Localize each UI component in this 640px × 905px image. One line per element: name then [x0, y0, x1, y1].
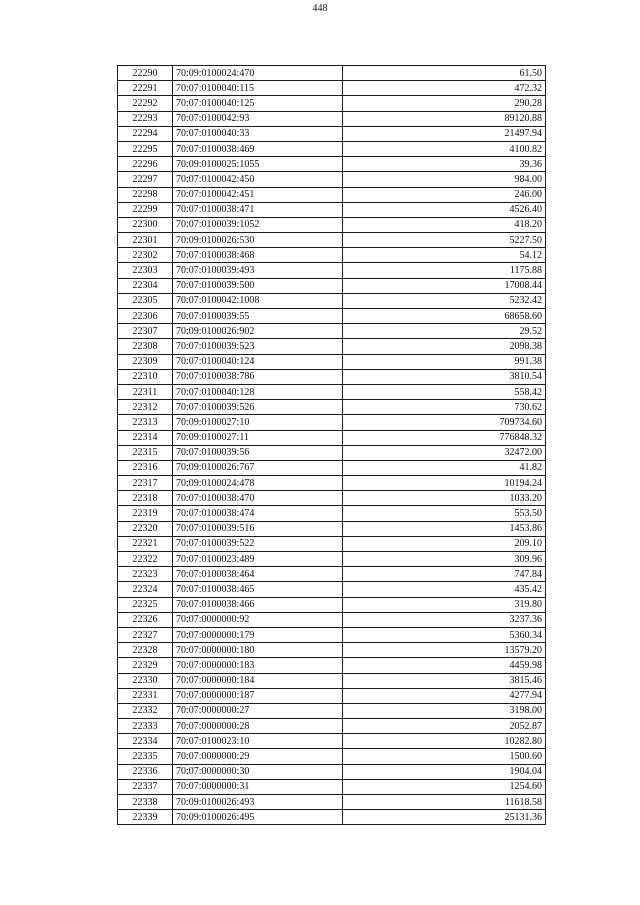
row-number-cell: 22315	[118, 445, 173, 460]
value-cell: 290.28	[343, 96, 546, 111]
table-row	[118, 81, 546, 96]
row-number-cell: 22302	[118, 248, 173, 263]
cadastral-number-cell: 70:07:0100042:93	[173, 111, 343, 126]
value-cell: 29.52	[343, 324, 546, 339]
value-cell: 89120.88	[343, 111, 546, 126]
value-cell: 25131.36	[343, 810, 546, 825]
cadastral-number-cell: 70:07:0000000:187	[173, 688, 343, 703]
table-row	[118, 96, 546, 111]
table-row	[118, 324, 546, 339]
value-cell: 1453.86	[343, 521, 546, 536]
table-row	[118, 552, 546, 567]
table-row	[118, 779, 546, 794]
table-row	[118, 734, 546, 749]
row-number-cell: 22324	[118, 582, 173, 597]
value-cell: 730.62	[343, 400, 546, 415]
value-cell: 5360.34	[343, 627, 546, 642]
value-cell: 2098.38	[343, 339, 546, 354]
table-row	[118, 506, 546, 521]
row-number-cell: 22312	[118, 400, 173, 415]
cadastral-number-cell: 70:07:0100039:516	[173, 521, 343, 536]
value-cell: 1033.20	[343, 491, 546, 506]
row-number-cell: 22290	[118, 66, 173, 81]
row-number-cell: 22299	[118, 202, 173, 217]
table-row	[118, 157, 546, 172]
value-cell: 209.10	[343, 536, 546, 551]
cadastral-number-cell: 70:09:0100025:1055	[173, 157, 343, 172]
table-row	[118, 810, 546, 825]
cadastral-number-cell: 70:07:0100040:33	[173, 126, 343, 141]
row-number-cell: 22329	[118, 658, 173, 673]
row-number-cell: 22334	[118, 734, 173, 749]
cadastral-number-cell: 70:07:0000000:28	[173, 719, 343, 734]
row-number-cell: 22339	[118, 810, 173, 825]
value-cell: 5227.50	[343, 233, 546, 248]
value-cell: 309.96	[343, 552, 546, 567]
table-row	[118, 673, 546, 688]
value-cell: 776848.32	[343, 430, 546, 445]
value-cell: 39.36	[343, 157, 546, 172]
cadastral-number-cell: 70:07:0100039:55	[173, 309, 343, 324]
cadastral-number-cell: 70:09:0100026:495	[173, 810, 343, 825]
row-number-cell: 22335	[118, 749, 173, 764]
table-row	[118, 536, 546, 551]
row-number-cell: 22293	[118, 111, 173, 126]
cadastral-number-cell: 70:07:0100040:115	[173, 81, 343, 96]
table-row	[118, 278, 546, 293]
cadastral-number-cell: 70:07:0100038:464	[173, 567, 343, 582]
row-number-cell: 22325	[118, 597, 173, 612]
cadastral-number-cell: 70:07:0100038:474	[173, 506, 343, 521]
row-number-cell: 22306	[118, 309, 173, 324]
table-row	[118, 460, 546, 475]
row-number-cell: 22308	[118, 339, 173, 354]
value-cell: 3815.46	[343, 673, 546, 688]
cadastral-number-cell: 70:07:0000000:29	[173, 749, 343, 764]
value-cell: 4100.82	[343, 141, 546, 156]
cadastral-number-cell: 70:07:0000000:27	[173, 703, 343, 718]
cadastral-number-cell: 70:07:0100038:465	[173, 582, 343, 597]
cadastral-number-cell: 70:09:0100027:11	[173, 430, 343, 445]
cadastral-number-cell: 70:07:0000000:184	[173, 673, 343, 688]
cadastral-number-cell: 70:07:0100023:489	[173, 552, 343, 567]
cadastral-number-cell: 70:07:0100039:1052	[173, 217, 343, 232]
row-number-cell: 22320	[118, 521, 173, 536]
table-row	[118, 597, 546, 612]
cadastral-number-cell: 70:09:0100026:530	[173, 233, 343, 248]
table-row	[118, 719, 546, 734]
row-number-cell: 22296	[118, 157, 173, 172]
value-cell: 68658.60	[343, 309, 546, 324]
cadastral-number-cell: 70:07:0100039:500	[173, 278, 343, 293]
value-cell: 984.00	[343, 172, 546, 187]
table-row	[118, 521, 546, 536]
row-number-cell: 22317	[118, 476, 173, 491]
table-row	[118, 354, 546, 369]
row-number-cell: 22330	[118, 673, 173, 688]
table-row	[118, 476, 546, 491]
row-number-cell: 22309	[118, 354, 173, 369]
value-cell: 246.00	[343, 187, 546, 202]
table-row	[118, 369, 546, 384]
cadastral-number-cell: 70:07:0100042:451	[173, 187, 343, 202]
row-number-cell: 22322	[118, 552, 173, 567]
value-cell: 4459.98	[343, 658, 546, 673]
row-number-cell: 22294	[118, 126, 173, 141]
cadastral-number-cell: 70:07:0100038:468	[173, 248, 343, 263]
row-number-cell: 22301	[118, 233, 173, 248]
cadastral-number-cell: 70:07:0100040:128	[173, 384, 343, 399]
value-cell: 418.20	[343, 217, 546, 232]
value-cell: 61.50	[343, 66, 546, 81]
table-row	[118, 141, 546, 156]
cadastral-number-cell: 70:09:0100026:767	[173, 460, 343, 475]
row-number-cell: 22295	[118, 141, 173, 156]
value-cell: 10282.80	[343, 734, 546, 749]
table-row	[118, 187, 546, 202]
page-number: 448	[312, 3, 328, 14]
cadastral-number-cell: 70:07:0100023:10	[173, 734, 343, 749]
cadastral-number-cell: 70:09:0100026:493	[173, 795, 343, 810]
cadastral-number-cell: 70:07:0000000:180	[173, 643, 343, 658]
value-cell: 4277.94	[343, 688, 546, 703]
table-row	[118, 582, 546, 597]
table-row	[118, 293, 546, 308]
row-number-cell: 22332	[118, 703, 173, 718]
cadastral-number-cell: 70:07:0100039:56	[173, 445, 343, 460]
value-cell: 319.80	[343, 597, 546, 612]
cadastral-number-cell: 70:09:0100024:478	[173, 476, 343, 491]
row-number-cell: 22333	[118, 719, 173, 734]
value-cell: 1254.60	[343, 779, 546, 794]
row-number-cell: 22298	[118, 187, 173, 202]
row-number-cell: 22327	[118, 627, 173, 642]
value-cell: 3198.00	[343, 703, 546, 718]
value-cell: 21497.94	[343, 126, 546, 141]
table-row	[118, 627, 546, 642]
table-row	[118, 658, 546, 673]
table-row	[118, 66, 546, 81]
row-number-cell: 22311	[118, 384, 173, 399]
cadastral-number-cell: 70:07:0100039:493	[173, 263, 343, 278]
value-cell: 747.84	[343, 567, 546, 582]
table-row	[118, 233, 546, 248]
row-number-cell: 22331	[118, 688, 173, 703]
row-number-cell: 22321	[118, 536, 173, 551]
cadastral-number-cell: 70:07:0100040:125	[173, 96, 343, 111]
table-row	[118, 430, 546, 445]
table-row	[118, 795, 546, 810]
cadastral-number-cell: 70:07:0000000:31	[173, 779, 343, 794]
table-row	[118, 491, 546, 506]
row-number-cell: 22326	[118, 612, 173, 627]
table-row	[118, 688, 546, 703]
table-row	[118, 172, 546, 187]
cadastral-number-cell: 70:07:0000000:30	[173, 764, 343, 779]
value-cell: 558.42	[343, 384, 546, 399]
cadastral-number-cell: 70:07:0000000:179	[173, 627, 343, 642]
table-row	[118, 309, 546, 324]
row-number-cell: 22313	[118, 415, 173, 430]
cadastral-number-cell: 70:09:0100026:902	[173, 324, 343, 339]
row-number-cell: 22303	[118, 263, 173, 278]
row-number-cell: 22305	[118, 293, 173, 308]
row-number-cell: 22336	[118, 764, 173, 779]
row-number-cell: 22310	[118, 369, 173, 384]
cadastral-number-cell: 70:07:0100038:466	[173, 597, 343, 612]
table-row	[118, 400, 546, 415]
value-cell: 10194.24	[343, 476, 546, 491]
cadastral-number-cell: 70:07:0000000:183	[173, 658, 343, 673]
table-row	[118, 567, 546, 582]
table-body	[118, 66, 546, 825]
cadastral-number-cell: 70:07:0100038:470	[173, 491, 343, 506]
row-number-cell: 22323	[118, 567, 173, 582]
table-row	[118, 643, 546, 658]
cadastral-number-cell: 70:07:0100038:471	[173, 202, 343, 217]
value-cell: 32472.00	[343, 445, 546, 460]
value-cell: 5232.42	[343, 293, 546, 308]
table-row	[118, 202, 546, 217]
table-row	[118, 111, 546, 126]
table-row	[118, 612, 546, 627]
cadastral-number-cell: 70:07:0100042:450	[173, 172, 343, 187]
row-number-cell: 22314	[118, 430, 173, 445]
cadastral-number-cell: 70:07:0100040:124	[173, 354, 343, 369]
table-row	[118, 749, 546, 764]
row-number-cell: 22291	[118, 81, 173, 96]
value-cell: 472.32	[343, 81, 546, 96]
value-cell: 553.50	[343, 506, 546, 521]
cadastral-number-cell: 70:07:0100038:469	[173, 141, 343, 156]
table-row	[118, 248, 546, 263]
value-cell: 54.12	[343, 248, 546, 263]
cadastral-number-cell: 70:07:0100042:1008	[173, 293, 343, 308]
table-row	[118, 703, 546, 718]
table-row	[118, 126, 546, 141]
value-cell: 435.42	[343, 582, 546, 597]
table-row	[118, 217, 546, 232]
cadastral-number-cell: 70:07:0100039:522	[173, 536, 343, 551]
table-row	[118, 339, 546, 354]
table-row	[118, 384, 546, 399]
value-cell: 1904.04	[343, 764, 546, 779]
table-row	[118, 445, 546, 460]
table-row	[118, 263, 546, 278]
table-row	[118, 415, 546, 430]
row-number-cell: 22337	[118, 779, 173, 794]
value-cell: 41.82	[343, 460, 546, 475]
row-number-cell: 22319	[118, 506, 173, 521]
row-number-cell: 22292	[118, 96, 173, 111]
row-number-cell: 22318	[118, 491, 173, 506]
value-cell: 1500.60	[343, 749, 546, 764]
cadastral-number-cell: 70:09:0100024:470	[173, 66, 343, 81]
row-number-cell: 22328	[118, 643, 173, 658]
value-cell: 2052.87	[343, 719, 546, 734]
row-number-cell: 22338	[118, 795, 173, 810]
value-cell: 3810.54	[343, 369, 546, 384]
row-number-cell: 22304	[118, 278, 173, 293]
value-cell: 11618.58	[343, 795, 546, 810]
cadastral-number-cell: 70:09:0100027:10	[173, 415, 343, 430]
value-cell: 991.38	[343, 354, 546, 369]
cadastral-number-cell: 70:07:0100039:526	[173, 400, 343, 415]
cadastral-value-table	[117, 65, 546, 825]
row-number-cell: 22316	[118, 460, 173, 475]
row-number-cell: 22307	[118, 324, 173, 339]
row-number-cell: 22300	[118, 217, 173, 232]
value-cell: 1175.88	[343, 263, 546, 278]
table-row	[118, 764, 546, 779]
row-number-cell: 22297	[118, 172, 173, 187]
value-cell: 17008.44	[343, 278, 546, 293]
cadastral-number-cell: 70:07:0100038:786	[173, 369, 343, 384]
value-cell: 4526.40	[343, 202, 546, 217]
value-cell: 13579.20	[343, 643, 546, 658]
value-cell: 3237.36	[343, 612, 546, 627]
cadastral-number-cell: 70:07:0000000:92	[173, 612, 343, 627]
value-cell: 709734.60	[343, 415, 546, 430]
cadastral-number-cell: 70:07:0100039:523	[173, 339, 343, 354]
